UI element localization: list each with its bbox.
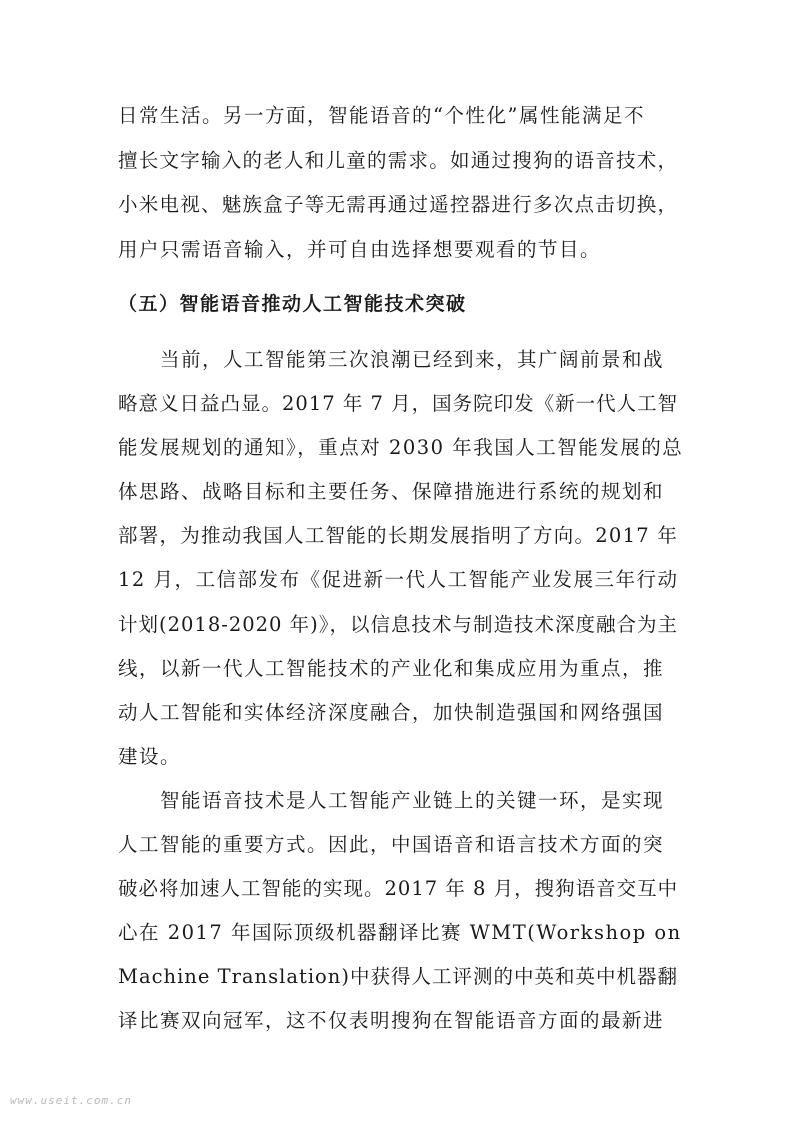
paragraph-3-line-1: 智能语音技术是人工智能产业链上的关键一环，是实现 bbox=[160, 789, 665, 812]
paragraph-1-line-4: 用户只需语音输入，并可自由选择想要观看的节目。 bbox=[118, 238, 602, 261]
paragraph-2-line-8: 线，以新一代人工智能技术的产业化和集成应用为重点，推 bbox=[118, 657, 665, 680]
paragraph-1-line-3: 小米电视、魅族盒子等无需再通过遥控器进行多次点击切换， bbox=[118, 193, 679, 216]
paragraph-1-line-2: 擅长文字输入的老人和儿童的需求。如通过搜狗的语音技术， bbox=[118, 149, 679, 172]
paragraph-3-line-5: Machine Translation)中获得人工评测的中英和英中机器翻 bbox=[118, 965, 678, 988]
section-heading: （五）智能语音推动人工智能技术突破 bbox=[118, 293, 467, 315]
paragraph-2-line-10: 建设。 bbox=[118, 745, 182, 768]
paragraph-2-line-1: 当前，人工智能第三次浪潮已经到来，其广阔前景和战 bbox=[160, 348, 665, 371]
paragraph-2-line-9: 动人工智能和实体经济深度融合，加快制造强国和网络强国 bbox=[118, 701, 665, 724]
paragraph-2-line-6: 12 月，工信部发布《促进新一代人工智能产业发展三年行动 bbox=[118, 568, 679, 591]
paragraph-2-line-3: 能发展规划的通知》，重点对 2030 年我国人工智能发展的总 bbox=[118, 436, 684, 459]
paragraph-3-line-4: 心在 2017 年国际顶级机器翻译比赛 WMT(Workshop on bbox=[118, 921, 682, 944]
paragraph-2-line-4: 体思路、战略目标和主要任务、保障措施进行系统的规划和 bbox=[118, 480, 665, 503]
watermark-text: www.useit.com.cn bbox=[10, 1094, 132, 1107]
paragraph-3-line-2: 人工智能的重要方式。因此，中国语音和语言技术方面的突 bbox=[118, 833, 665, 856]
paragraph-2-line-7: 计划(2018-2020 年)》，以信息技术与制造技术深度融合为主 bbox=[118, 613, 679, 636]
paragraph-1-line-1: 日常生活。另一方面，智能语音的“个性化”属性能满足不 bbox=[118, 104, 645, 127]
paragraph-3-line-3: 破必将加速人工智能的实现。2017 年 8 月，搜狗语音交互中 bbox=[118, 877, 679, 900]
paragraph-3-line-6: 译比赛双向冠军，这不仅表明搜狗在智能语音方面的最新进 bbox=[118, 1009, 665, 1032]
paragraph-2-line-2: 略意义日益凸显。2017 年 7 月，国务院印发《新一代人工智 bbox=[118, 392, 679, 415]
paragraph-2-line-5: 部署，为推动我国人工智能的长期发展指明了方向。2017 年 bbox=[118, 524, 679, 547]
